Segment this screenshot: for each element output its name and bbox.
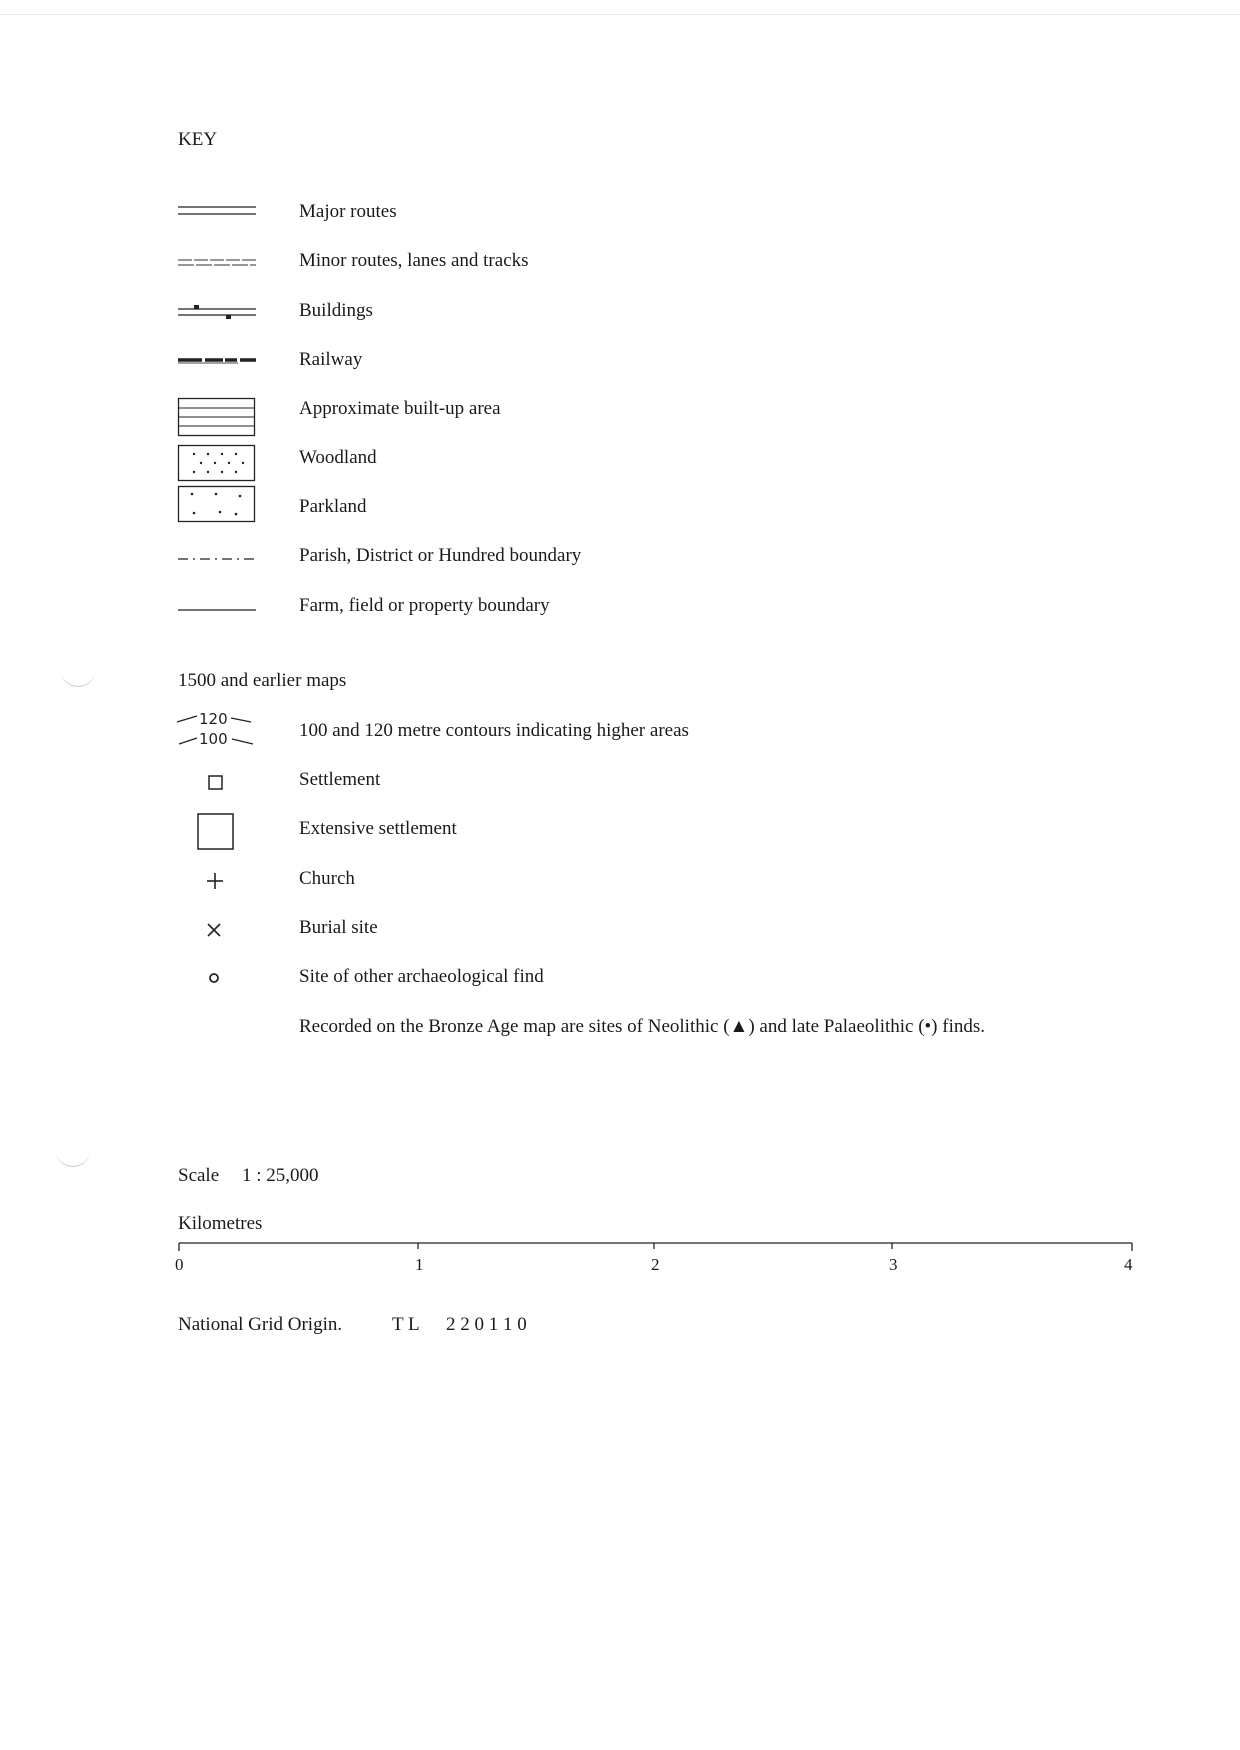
contour-label-lower: 100 [199,730,228,748]
scale-tick-label: 4 [1124,1255,1133,1274]
railway-symbol [178,355,256,365]
boundary-dash-dot-symbol [178,556,256,562]
contour-label-upper: 120 [199,710,228,728]
property-boundary-symbol [178,608,256,612]
early-maps-heading: 1500 and earlier maps [178,670,347,691]
scale-ratio: 1 : 25,000 [242,1165,319,1186]
major-routes-symbol [178,205,256,217]
bronze-age-note: Recorded on the Bronze Age map are sites of Neolithic (▲) and late Palaeolithic (•) finds. [299,1016,986,1037]
punch-hole-lower [55,1130,91,1167]
church-cross-icon [205,871,225,891]
scale-tick-label: 0 [175,1255,184,1274]
parkland-symbol [178,486,255,522]
find-circle-icon [208,972,220,984]
key-label-property-boundary: Farm, field or property boundary [299,595,550,616]
scale-bar [178,1240,1138,1254]
extensive-settlement-icon [197,813,235,851]
early-label-settlement: Settlement [299,769,381,790]
scale-tick-label: 2 [651,1255,660,1274]
early-label-archaeological-find: Site of other archaeological find [299,966,544,987]
grid-origin-label: National Grid Origin. [178,1314,343,1335]
key-label-minor-routes: Minor routes, lanes and tracks [299,250,529,271]
early-label-church: Church [299,868,355,889]
key-label-woodland: Woodland [299,447,377,468]
early-label-extensive-settlement: Extensive settlement [299,818,457,839]
minor-routes-symbol [178,258,256,268]
key-label-parkland: Parkland [299,496,367,517]
key-label-built-up-area: Approximate built-up area [299,398,501,419]
early-label-contours: 100 and 120 metre contours indicating higher areas [299,720,689,741]
woodland-symbol [178,445,255,481]
key-label-boundary: Parish, District or Hundred boundary [299,545,582,566]
punch-hole-upper [60,650,96,687]
scale-units: Kilometres [178,1213,263,1234]
scale-tick-label: 3 [889,1255,898,1274]
grid-origin-letters: T L [392,1314,420,1335]
buildings-symbol [178,303,256,321]
page-top-edge [0,14,1240,15]
built-up-area-symbol [178,398,255,436]
grid-origin-digits: 2 2 0 1 1 0 [446,1314,527,1335]
key-label-railway: Railway [299,349,363,370]
early-label-burial-site: Burial site [299,917,378,938]
key-label-buildings: Buildings [299,300,373,321]
key-label-major-routes: Major routes [299,201,397,222]
settlement-icon [208,775,224,791]
scale-tick-label: 1 [415,1255,424,1274]
contours-symbol [175,708,259,748]
burial-x-icon [206,922,222,938]
scale-label: Scale [178,1165,220,1186]
key-title: KEY [178,129,218,150]
